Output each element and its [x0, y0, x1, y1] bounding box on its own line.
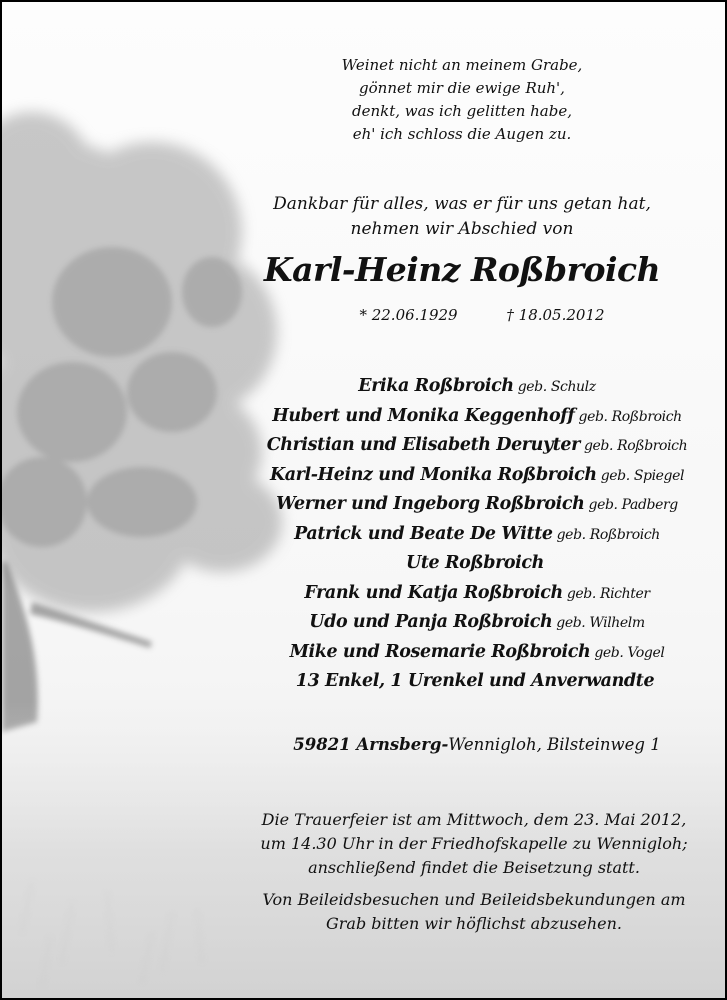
service-line: Die Trauerfeier ist am Mittwoch, dem 23. Mai 2012,: [261, 810, 687, 829]
family-member-name: Hubert und Monika Keggenhoff: [272, 405, 575, 426]
family-member: [232, 461, 722, 491]
family-member-name: Werner und Ingeborg Roßbroich: [276, 494, 585, 514]
life-dates: [302, 304, 662, 326]
poem-line: denkt, was ich gelitten habe,: [352, 102, 572, 120]
family-member-name: Christian und Elisabeth Deruyter: [266, 435, 580, 455]
deceased-name: Karl-Heinz Roßbroich: [263, 250, 661, 289]
family-member-name: 13 Enkel, 1 Urenkel und Anverwandte: [295, 671, 655, 691]
family-member-name: Karl-Heinz und Monika Roßbroich: [269, 464, 597, 485]
maiden-name: geb. Schulz: [517, 379, 596, 395]
condolence-line: Grab bitten wir höflichst abzusehen.: [326, 914, 622, 933]
maiden-name: geb. Richter: [566, 585, 650, 602]
family-member: [232, 402, 722, 432]
condolence-line: Von Beileidsbesuchen und Beileidsbekundungen am: [262, 890, 686, 909]
family-member: [232, 608, 722, 638]
family-member-name: Frank und Katja Roßbroich: [304, 582, 563, 603]
poem-line: gönnet mir die ewige Ruh',: [359, 79, 565, 97]
family-member-name: Ute Roßbroich: [405, 553, 545, 573]
maiden-name: geb. Roßbroich: [556, 526, 660, 543]
maiden-name: geb. Roßbroich: [583, 438, 688, 454]
birth-date: * 22.06.1929: [359, 306, 458, 324]
obituary-content: [2, 2, 725, 998]
family-member-name: Patrick und Beate De Witte: [294, 523, 553, 544]
condolence-note: [224, 888, 724, 936]
family-member: [232, 490, 722, 520]
service-line: anschließend findet die Beisetzung statt.: [308, 858, 640, 877]
maiden-name: geb. Wilhelm: [556, 615, 645, 631]
thanks-line: nehmen wir Abschied von: [350, 219, 574, 239]
funeral-service-info: [224, 808, 724, 880]
family-member: [232, 372, 722, 402]
address: [232, 732, 722, 758]
maiden-name: geb. Roßbroich: [578, 408, 682, 425]
family-member: [232, 667, 722, 697]
family-member: [232, 431, 722, 461]
family-member: [232, 520, 722, 550]
family-member: [232, 638, 722, 668]
family-member: [232, 549, 722, 579]
address-street: Wennigloh, Bilsteinweg 1: [448, 735, 661, 754]
death-date: † 18.05.2012: [506, 306, 605, 324]
maiden-name: geb. Padberg: [588, 497, 678, 513]
family-member-name: Udo und Panja Roßbroich: [309, 612, 553, 632]
poem-line: eh' ich schloss die Augen zu.: [352, 125, 572, 143]
family-member-name: Erika Roßbroich: [358, 376, 514, 396]
thanks-text: [232, 192, 692, 242]
thanks-line: Dankbar für alles, was er für uns getan hat,: [273, 194, 651, 214]
maiden-name: geb. Vogel: [594, 644, 665, 661]
address-city: 59821 Arnsberg-: [293, 735, 449, 754]
maiden-name: geb. Spiegel: [600, 467, 685, 484]
poem-line: Weinet nicht an meinem Grabe,: [341, 56, 583, 74]
family-member-name: Mike und Rosemarie Roßbroich: [289, 641, 591, 662]
family-list: [232, 372, 722, 697]
service-line: um 14.30 Uhr in der Friedhofskapelle zu Wennigloh;: [260, 834, 688, 853]
poem: [252, 54, 672, 146]
family-member: [232, 579, 722, 609]
